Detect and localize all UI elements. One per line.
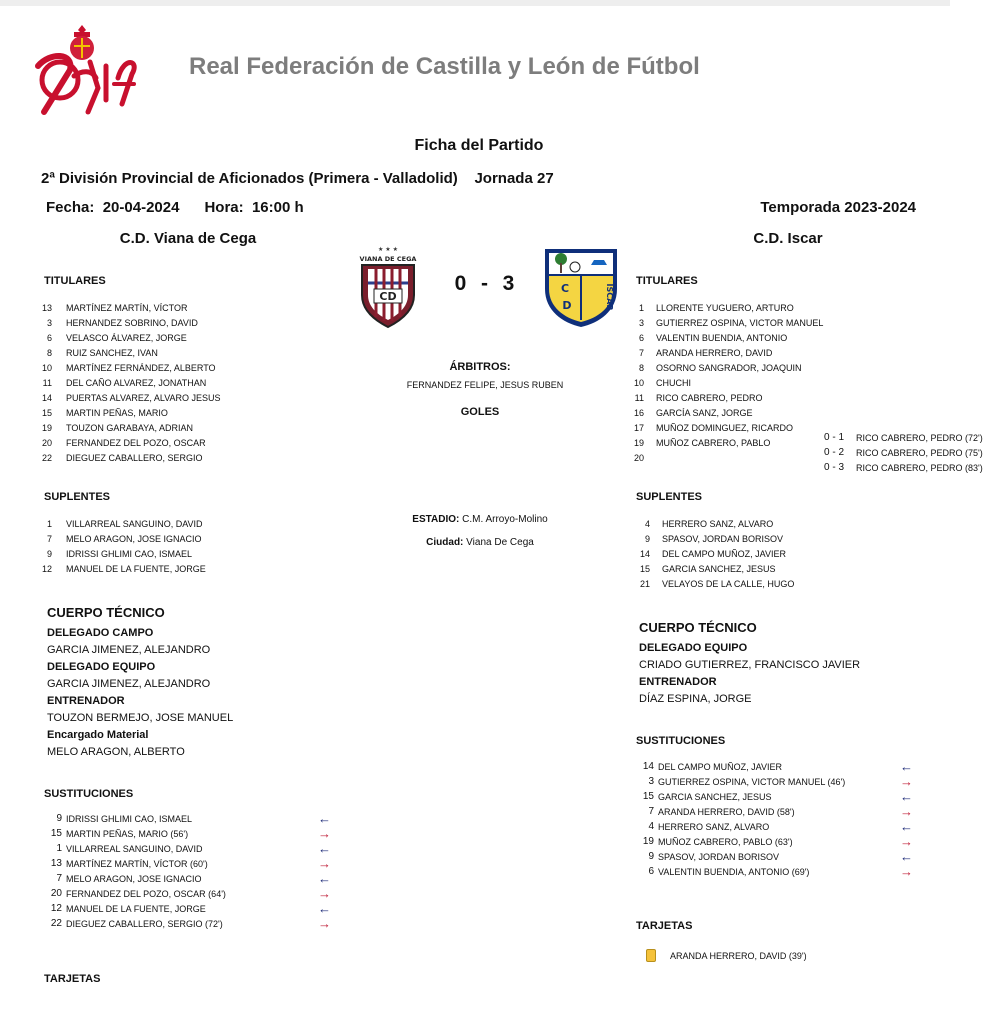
yellow-card-icon: [646, 949, 656, 962]
substitution-row: [40, 886, 340, 901]
arrow-left-icon: ←: [318, 871, 331, 886]
player-number: 15: [41, 407, 52, 418]
player-row: [32, 300, 292, 315]
player-number: 13: [41, 302, 52, 313]
player-number: 22: [41, 452, 52, 463]
substitution-row: [632, 864, 922, 879]
player-number: 20: [41, 437, 52, 448]
sub-player-name: HERRERO SANZ, ALVARO: [658, 821, 770, 832]
top-strip: [0, 0, 950, 6]
home-titulares-list: [32, 300, 292, 465]
player-row: [32, 546, 292, 561]
home-team-crest: [356, 245, 420, 329]
player-number: 10: [633, 377, 644, 388]
player-name: MUÑOZ CABRERO, PABLO: [656, 437, 771, 448]
sub-player-number: 9: [56, 813, 62, 824]
stadium-label: ESTADIO:: [412, 514, 460, 525]
substitution-row: [632, 774, 922, 789]
player-number: 1: [638, 302, 644, 313]
substitution-row: [632, 834, 922, 849]
svg-text:★ ★ ★: ★ ★ ★: [378, 246, 398, 253]
player-name: RICO CABRERO, PEDRO: [656, 392, 763, 403]
away-suplentes-heading: SUPLENTES: [636, 491, 703, 503]
player-number: 8: [46, 347, 52, 358]
player-number: 19: [41, 422, 52, 433]
arrow-right-icon: →: [318, 856, 331, 871]
sub-player-name: GARCIA SANCHEZ, JESUS: [658, 791, 772, 802]
jornada: Jornada 27: [474, 170, 554, 187]
hora-value: 16:00 h: [251, 199, 304, 216]
player-row: [626, 420, 886, 435]
player-name: DEL CAÑO ALVAREZ, JONATHAN: [66, 377, 207, 388]
player-number: 7: [638, 347, 644, 358]
arrow-left-icon: ←: [318, 841, 331, 856]
sub-player-number: 4: [648, 821, 654, 832]
substitution-row: [632, 849, 922, 864]
player-row: [632, 531, 892, 546]
staff-name: GARCIA JIMENEZ, ALEJANDRO: [47, 678, 211, 690]
goal-result: 0 - 1: [824, 432, 845, 443]
scoreboard: [440, 272, 530, 296]
away-subs-list: [632, 759, 922, 879]
sub-player-name: IDRISSI GHLIMI CAO, ISMAEL: [66, 813, 193, 824]
home-suplentes-list: [32, 516, 292, 576]
player-row: [632, 576, 892, 591]
substitution-row: [40, 811, 340, 826]
substitution-row: [40, 871, 340, 886]
player-row: [626, 390, 886, 405]
sub-player-number: 7: [648, 806, 654, 817]
staff-role: ENTRENADOR: [639, 676, 717, 688]
player-row: [32, 420, 292, 435]
away-team-crest: [541, 245, 621, 330]
arrow-left-icon: ←: [318, 901, 331, 916]
away-cards-list: [646, 948, 807, 963]
player-number: 1: [46, 518, 52, 529]
home-suplentes-heading: SUPLENTES: [44, 491, 111, 503]
sub-player-name: ARANDA HERRERO, DAVID (58'): [658, 806, 795, 817]
player-row: [32, 390, 292, 405]
player-name: VELASCO ÁLVAREZ, JORGE: [66, 332, 187, 343]
arrow-right-icon: →: [318, 886, 331, 901]
arrow-right-icon: →: [900, 864, 913, 879]
arrow-right-icon: →: [318, 916, 331, 931]
sub-player-number: 15: [642, 791, 654, 802]
player-number: 8: [638, 362, 644, 373]
home-staff-heading: CUERPO TÉCNICO: [47, 605, 165, 620]
goal-scorer: RICO CABRERO, PEDRO (72'): [856, 432, 983, 443]
away-titulares-heading: TITULARES: [636, 275, 698, 287]
player-name: HERRERO SANZ, ALVARO: [662, 518, 774, 529]
player-name: VALENTIN BUENDIA, ANTONIO: [656, 332, 788, 343]
sub-player-number: 6: [648, 866, 654, 877]
player-row: [626, 315, 886, 330]
staff-name: MELO ARAGON, ALBERTO: [47, 746, 185, 758]
arrow-right-icon: →: [900, 804, 913, 819]
substitution-row: [40, 856, 340, 871]
player-number: 19: [633, 437, 644, 448]
player-row: [32, 405, 292, 420]
player-name: MANUEL DE LA FUENTE, JORGE: [66, 563, 206, 574]
player-name: ARANDA HERRERO, DAVID: [656, 347, 773, 358]
home-cards-heading: TARJETAS: [44, 973, 101, 985]
player-name: VILLARREAL SANGUINO, DAVID: [66, 518, 203, 529]
staff-name: GARCIA JIMENEZ, ALEJANDRO: [47, 644, 211, 656]
player-name: GARCIA SANCHEZ, JESUS: [662, 563, 776, 574]
player-row: [626, 450, 886, 465]
away-suplentes-list: [632, 516, 892, 591]
player-number: 12: [41, 563, 52, 574]
sub-player-number: 1: [56, 843, 62, 854]
sub-player-number: 15: [50, 828, 62, 839]
away-crest-word: ISCAR: [605, 283, 614, 311]
sub-player-name: VILLARREAL SANGUINO, DAVID: [66, 843, 203, 854]
arrow-right-icon: →: [318, 826, 331, 841]
player-number: 10: [41, 362, 52, 373]
player-name: OSORNO SANGRADOR, JOAQUIN: [656, 362, 802, 373]
away-staff-heading: CUERPO TÉCNICO: [639, 620, 757, 635]
card-row: [646, 948, 807, 963]
player-number: 15: [639, 563, 650, 574]
sub-player-number: 19: [642, 836, 654, 847]
player-row: [626, 435, 886, 450]
player-name: LLORENTE YUGUERO, ARTURO: [656, 302, 794, 313]
away-crest-letter-c: C: [560, 282, 570, 295]
substitution-row: [632, 789, 922, 804]
arrow-left-icon: ←: [900, 759, 913, 774]
date-time-line: [46, 199, 304, 216]
staff-role: DELEGADO EQUIPO: [47, 661, 156, 673]
staff-role: Encargado Material: [47, 729, 149, 741]
arrow-left-icon: ←: [318, 811, 331, 826]
player-row: [626, 375, 886, 390]
player-row: [32, 450, 292, 465]
home-titulares-heading: TITULARES: [44, 275, 106, 287]
goal-scorer: RICO CABRERO, PEDRO (83'): [856, 462, 983, 473]
sub-player-name: MELO ARAGON, JOSE IGNACIO: [66, 873, 202, 884]
player-row: [632, 546, 892, 561]
sub-player-name: FERNANDEZ DEL POZO, OSCAR (64'): [66, 888, 226, 899]
home-subs-heading: SUSTITUCIONES: [44, 788, 134, 800]
sub-player-name: MARTIN PEÑAS, MARIO (56'): [66, 828, 189, 839]
player-name: MARTÍNEZ MARTÍN, VÍCTOR: [66, 302, 188, 313]
home-crest-initials: CD: [379, 290, 397, 303]
player-row: [32, 315, 292, 330]
player-row: [32, 330, 292, 345]
substitution-row: [40, 901, 340, 916]
player-row: [32, 375, 292, 390]
player-name: MELO ARAGON, JOSE IGNACIO: [66, 533, 202, 544]
score-home: 0: [454, 272, 468, 295]
sub-player-name: VALENTIN BUENDIA, ANTONIO (69'): [658, 866, 810, 877]
player-name: DEL CAMPO MUÑOZ, JAVIER: [662, 548, 787, 559]
player-row: [32, 531, 292, 546]
fecha-value: 20-04-2024: [102, 199, 180, 216]
sub-player-number: 12: [50, 903, 62, 914]
arrow-left-icon: ←: [900, 819, 913, 834]
home-crest-text: VIANA DE CEGA: [359, 255, 417, 263]
player-name: FERNANDEZ DEL POZO, OSCAR: [66, 437, 206, 448]
player-number: 4: [644, 518, 650, 529]
arrow-left-icon: ←: [900, 789, 913, 804]
player-number: 3: [46, 317, 52, 328]
player-name: CHUCHI: [656, 377, 691, 388]
player-row: [32, 360, 292, 375]
sub-player-name: DIEGUEZ CABALLERO, SERGIO (72'): [66, 918, 223, 929]
player-name: RUIZ SANCHEZ, IVAN: [66, 347, 158, 358]
arrow-right-icon: →: [900, 774, 913, 789]
staff-name: DÍAZ ESPINA, JORGE: [639, 693, 752, 705]
substitution-row: [40, 826, 340, 841]
player-number: 21: [639, 578, 650, 589]
goals-heading: GOLES: [460, 406, 500, 418]
player-number: 14: [41, 392, 52, 403]
player-name: DIEGUEZ CABALLERO, SERGIO: [66, 452, 203, 463]
player-number: 16: [633, 407, 644, 418]
arrow-right-icon: →: [900, 834, 913, 849]
player-number: 11: [42, 377, 52, 388]
player-name: HERNANDEZ SOBRINO, DAVID: [66, 317, 198, 328]
away-staff-list: [639, 640, 860, 708]
sub-player-number: 3: [648, 776, 654, 787]
player-number: 3: [638, 317, 644, 328]
player-number: 7: [46, 533, 52, 544]
referees-heading: ÁRBITROS:: [449, 361, 511, 373]
city-line: [370, 537, 590, 548]
sub-player-number: 14: [642, 761, 654, 772]
substitution-row: [632, 804, 922, 819]
score-away: 3: [502, 272, 516, 295]
hora-label: Hora:: [204, 199, 244, 216]
player-number: 9: [644, 533, 650, 544]
substitution-row: [632, 819, 922, 834]
staff-name: CRIADO GUTIERREZ, FRANCISCO JAVIER: [639, 659, 861, 671]
sub-player-name: SPASOV, JORDAN BORISOV: [658, 851, 780, 862]
player-row: [632, 516, 892, 531]
goal-scorer: RICO CABRERO, PEDRO (75'): [856, 447, 983, 458]
sub-player-number: 20: [50, 888, 62, 899]
arrow-left-icon: ←: [900, 849, 913, 864]
sub-player-name: GUTIERREZ OSPINA, VICTOR MANUEL (46'): [658, 776, 846, 787]
player-number: 9: [46, 548, 52, 559]
player-number: 11: [634, 392, 644, 403]
competition-line: [41, 170, 554, 187]
player-row: [32, 345, 292, 360]
away-titulares-list: [626, 300, 886, 465]
goal-result: 0 - 3: [824, 462, 845, 473]
substitution-row: [632, 759, 922, 774]
sub-player-number: 22: [50, 918, 62, 929]
federation-title: Real Federación de Castilla y León de Fútbol: [189, 53, 700, 80]
player-name: MUÑOZ DOMINGUEZ, RICARDO: [656, 422, 793, 433]
away-cards-heading: TARJETAS: [636, 920, 693, 932]
score-separator: -: [481, 272, 489, 295]
staff-role: DELEGADO CAMPO: [47, 627, 154, 639]
home-staff-list: [47, 625, 233, 761]
sub-player-name: MUÑOZ CABRERO, PABLO (63'): [658, 836, 793, 847]
away-team-name: C.D. Iscar: [753, 230, 823, 247]
staff-role: ENTRENADOR: [47, 695, 125, 707]
player-row: [632, 561, 892, 576]
page-heading: Ficha del Partido: [414, 137, 544, 154]
staff-role: DELEGADO EQUIPO: [639, 642, 748, 654]
substitution-row: [40, 841, 340, 856]
sub-player-number: 13: [50, 858, 62, 869]
sub-player-number: 7: [56, 873, 62, 884]
player-row: [626, 345, 886, 360]
player-name: GARCÍA SANZ, JORGE: [656, 407, 753, 418]
player-row: [32, 435, 292, 450]
player-name: MARTIN PEÑAS, MARIO: [66, 407, 168, 418]
player-number: 14: [639, 548, 650, 559]
player-row: [32, 516, 292, 531]
player-number: 6: [46, 332, 52, 343]
player-name: SPASOV, JORDAN BORISOV: [662, 533, 784, 544]
staff-name: TOUZON BERMEJO, JOSE MANUEL: [47, 712, 234, 724]
card-player-name: ARANDA HERRERO, DAVID (39'): [670, 950, 807, 961]
player-row: [626, 405, 886, 420]
home-subs-list: [40, 811, 340, 931]
goal-result: 0 - 2: [824, 447, 845, 458]
player-row: [626, 360, 886, 375]
sub-player-name: MARTÍNEZ MARTÍN, VÍCTOR (60'): [66, 858, 208, 869]
player-row: [626, 300, 886, 315]
referee-name: FERNANDEZ FELIPE, JESUS RUBEN: [406, 380, 564, 390]
player-name: VELAYOS DE LA CALLE, HUGO: [662, 578, 795, 589]
away-subs-heading: SUSTITUCIONES: [636, 735, 726, 747]
fecha-label: Fecha:: [46, 199, 95, 216]
player-number: 6: [638, 332, 644, 343]
player-name: PUERTAS ALVAREZ, ALVARO JESUS: [66, 392, 221, 403]
city-value: Viana De Cega: [466, 537, 534, 548]
division-name: 2ª División Provincial de Aficionados (Primera - Valladolid): [41, 170, 458, 187]
player-number: 17: [633, 422, 644, 433]
stadium-value: C.M. Arroyo-Molino: [462, 514, 548, 525]
sub-player-name: MANUEL DE LA FUENTE, JORGE: [66, 903, 206, 914]
federation-logo: [30, 22, 142, 122]
player-row: [32, 561, 292, 576]
sub-player-name: DEL CAMPO MUÑOZ, JAVIER: [658, 761, 783, 772]
player-row: [626, 330, 886, 345]
player-name: TOUZON GARABAYA, ADRIAN: [66, 422, 194, 433]
player-name: GUTIERREZ OSPINA, VICTOR MANUEL: [656, 317, 824, 328]
home-team-name: C.D. Viana de Cega: [119, 230, 257, 247]
substitution-row: [40, 916, 340, 931]
city-label: Ciudad:: [426, 537, 464, 548]
away-crest-letter-d: D: [562, 299, 572, 312]
player-name: MARTÍNEZ FERNÁNDEZ, ALBERTO: [66, 362, 216, 373]
season: Temporada 2023-2024: [760, 199, 916, 216]
player-name: IDRISSI GHLIMI CAO, ISMAEL: [66, 548, 193, 559]
stadium-line: [370, 514, 590, 525]
player-number: 20: [633, 452, 644, 463]
sub-player-number: 9: [648, 851, 654, 862]
